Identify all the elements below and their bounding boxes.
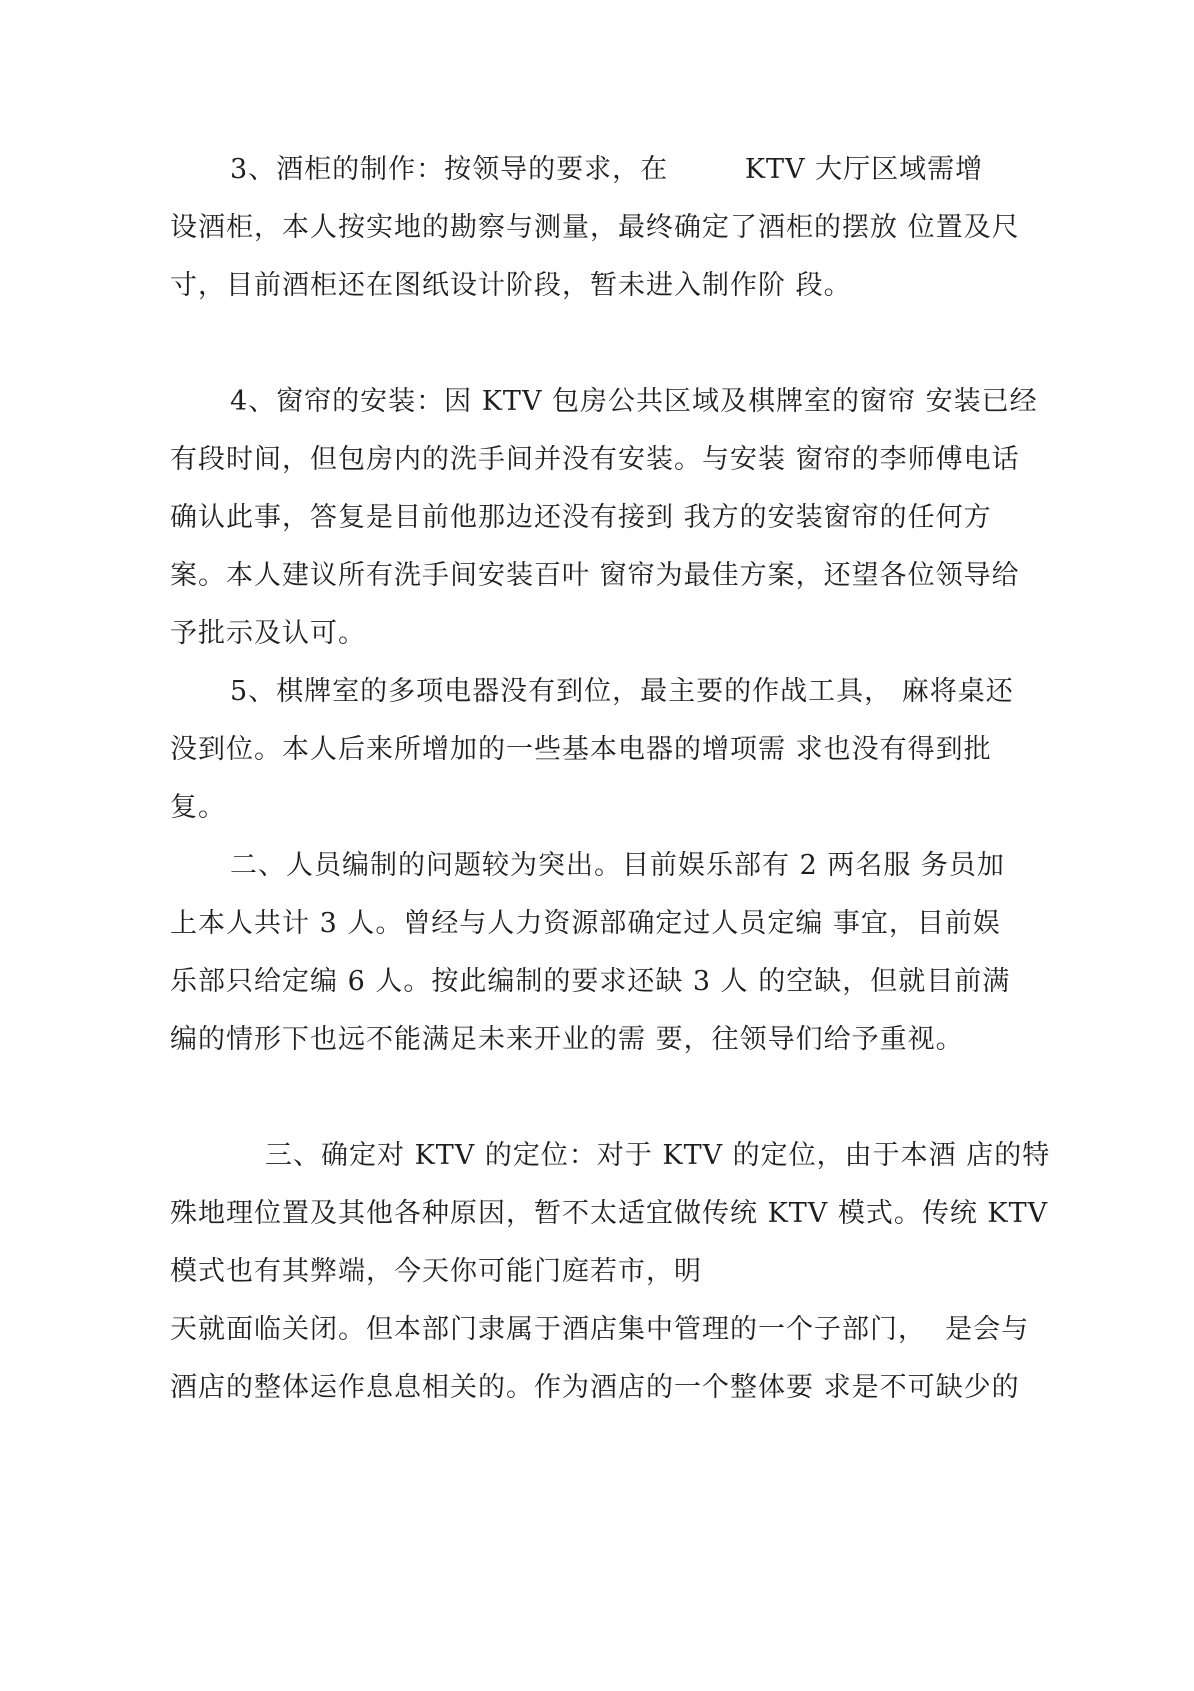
paragraph-4-line-3: 乐部只给定编 6 人。按此编制的要求还缺 3 人 的空缺，但就目前满 bbox=[170, 966, 1011, 997]
paragraph-1-line-2: 设酒柜，本人按实地的勘察与测量，最终确定了酒柜的摆放 位置及尺 bbox=[170, 212, 1020, 243]
paragraph-5-line-2: 殊地理位置及其他各种原因，暂不太适宜做传统 KTV 模式。传统 KTV bbox=[170, 1198, 1049, 1229]
paragraph-2-line-5: 予批示及认可。 bbox=[170, 618, 366, 649]
paragraph-2-line-3: 确认此事，答复是目前他那边还没有接到 我方的安装窗帘的任何方 bbox=[170, 502, 992, 533]
paragraph-1-line-1: 3、酒柜的制作：按领导的要求，在 KTV 大厅区域需增 bbox=[230, 154, 984, 185]
paragraph-3-line-1: 5、棋牌室的多项电器没有到位，最主要的作战工具， 麻将桌还 bbox=[230, 676, 1014, 707]
paragraph-4-line-4: 编的情形下也远不能满足未来开业的需 要，往领导们给予重视。 bbox=[170, 1024, 964, 1055]
paragraph-5-line-5: 酒店的整体运作息息相关的。作为酒店的一个整体要 求是不可缺少的 bbox=[170, 1372, 1020, 1403]
paragraph-1-line-3: 寸，目前酒柜还在图纸设计阶段，暂未进入制作阶 段。 bbox=[170, 270, 852, 301]
paragraph-4-line-1: 二、人员编制的问题较为突出。目前娱乐部有 2 两名服 务员加 bbox=[230, 850, 1005, 881]
paragraph-4-line-2: 上本人共计 3 人。曾经与人力资源部确定过人员定编 事宜，目前娱 bbox=[170, 908, 1001, 939]
paragraph-2-line-2: 有段时间，但包房内的洗手间并没有安装。与安装 窗帘的李师傅电话 bbox=[170, 444, 1020, 475]
paragraph-5-line-3: 模式也有其弊端，今天你可能门庭若市，明 bbox=[170, 1256, 702, 1287]
paragraph-3-line-3: 复。 bbox=[170, 792, 226, 823]
paragraph-3-line-2: 没到位。本人后来所增加的一些基本电器的增项需 求也没有得到批 bbox=[170, 734, 992, 765]
paragraph-5-line-1: 三、确定对 KTV 的定位：对于 KTV 的定位，由于本酒 店的特 bbox=[265, 1140, 1051, 1171]
paragraph-2-line-1: 4、窗帘的安装：因 KTV 包房公共区域及棋牌室的窗帘 安装已经 bbox=[230, 386, 1038, 417]
paragraph-5-line-4: 天就面临关闭。但本部门隶属于酒店集中管理的一个子部门， 是会与 bbox=[170, 1314, 1030, 1345]
paragraph-2-line-4: 案。本人建议所有洗手间安装百叶 窗帘为最佳方案，还望各位领导给 bbox=[170, 560, 1020, 591]
